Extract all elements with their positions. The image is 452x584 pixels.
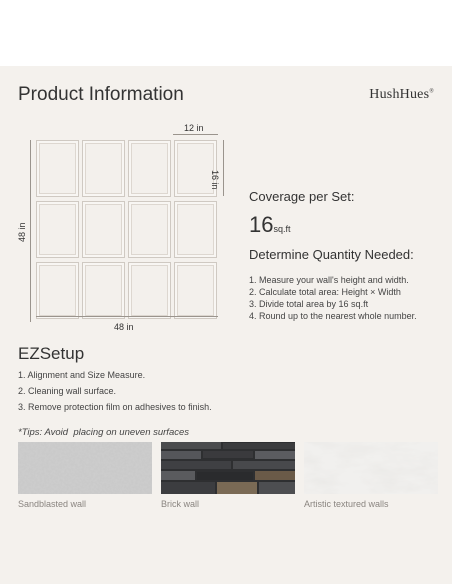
ezsetup-steps-list [18,370,212,418]
panel-tile [128,140,171,197]
list-item: 1. Measure your wall's height and width. [249,275,409,285]
list-item: 4. Round up to the nearest whole number. [249,311,417,321]
width-dimension-line [173,134,218,135]
total-height-label: 48 in [17,222,27,242]
panel-tile [174,201,217,258]
panel-tile [128,262,171,319]
sandblasted-wall-image [18,442,152,494]
panel-tile [174,262,217,319]
height-dimension-line [223,140,224,196]
sandblasted-wall-label: Sandblasted wall [18,499,87,509]
panel-tile [36,140,79,197]
panel-layout-diagram [36,140,218,322]
artistic-wall-label: Artistic textured walls [304,499,389,509]
determine-quantity-label: Determine Quantity Needed: [249,247,414,262]
panel-tile [36,262,79,319]
total-width-line [36,316,218,317]
panel-tile [82,140,125,197]
tips-text: *Tips: Avoid placing on uneven surfaces [18,427,190,438]
panel-tile [82,201,125,258]
coverage-label: Coverage per Set: [249,189,355,204]
coverage-unit: sq.ft [273,224,291,234]
panel-height-label: 16 in [210,170,220,190]
total-height-line [30,140,31,322]
brick-wall-image [161,442,295,494]
list-item: 3. Divide total area by 16 sq.ft [249,299,369,309]
artistic-textured-wall-image [304,442,438,494]
panel-width-label: 12 in [184,123,204,133]
panel-tile [128,201,171,258]
determine-steps-list [249,274,417,322]
list-item: 1. Alignment and Size Measure. [18,370,146,380]
ezsetup-title: EZSetup [18,344,85,363]
list-item: 2. Calculate total area: Height × Width [249,287,401,297]
list-item: 3. Remove protection film on adhesives to finish. [18,402,212,412]
list-item: 2. Cleaning wall surface. [18,386,117,396]
page-title: Product Information [18,84,184,105]
total-width-label: 48 in [114,322,134,332]
brick-wall-label: Brick wall [161,499,200,509]
panel-tile [36,201,79,258]
product-info-card [0,66,452,584]
panel-tile [82,262,125,319]
brand-logo: HushHues® [369,87,434,102]
coverage-value: 16sq.ft [249,212,291,237]
